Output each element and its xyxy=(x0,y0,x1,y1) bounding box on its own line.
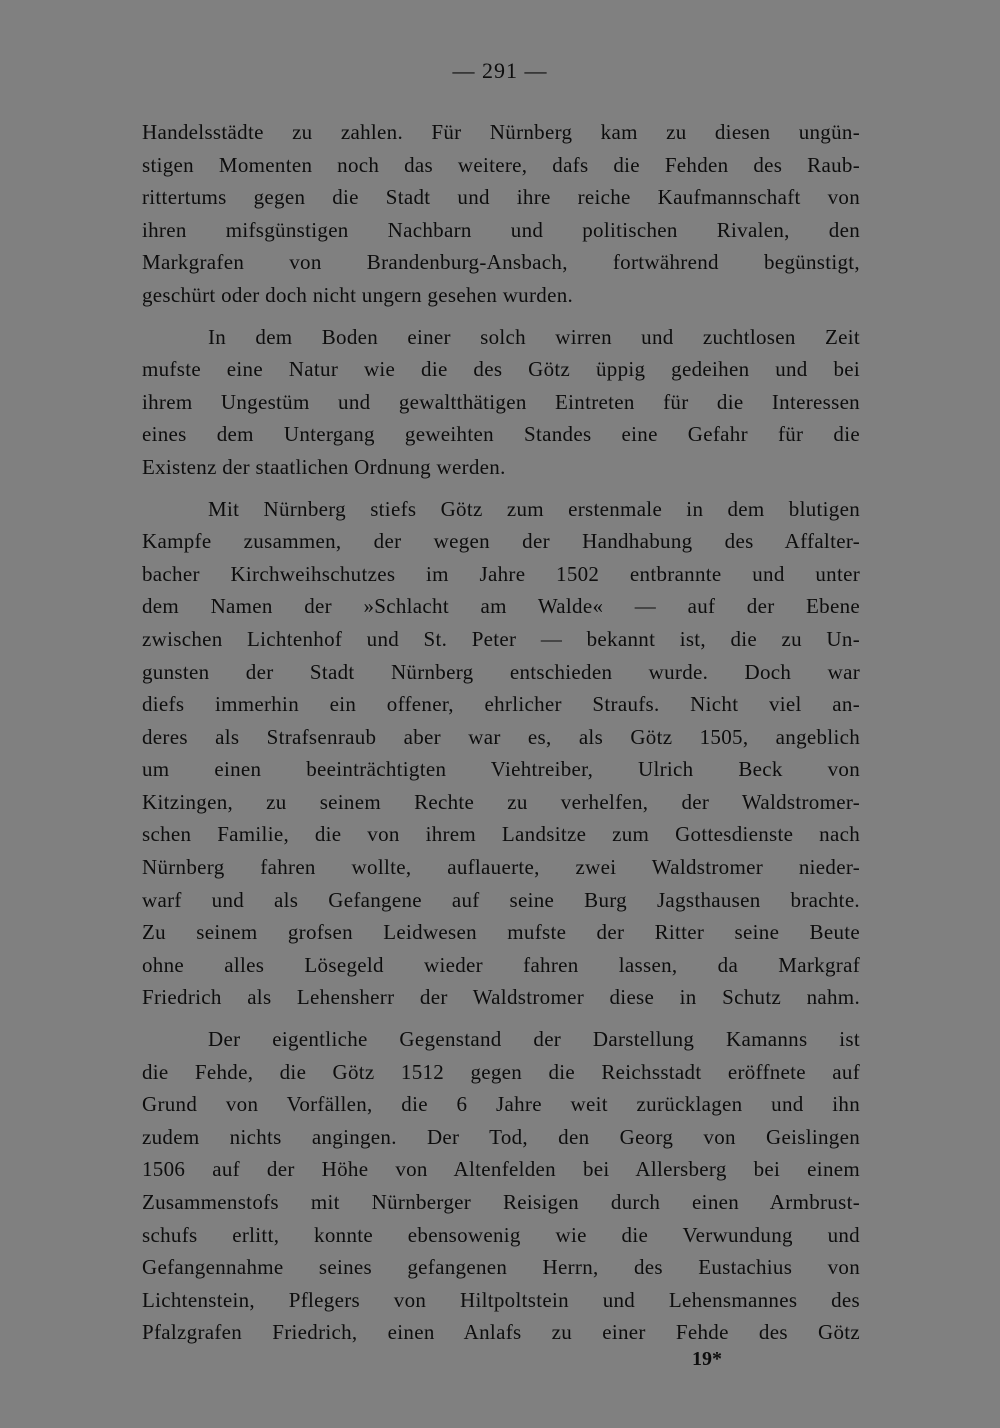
text-line: eines dem Untergang geweihten Standes eine Gefahr für die xyxy=(142,422,860,447)
text-line: Nürnberg fahren wollte, auflauerte, zwei Waldstromer nieder- xyxy=(142,855,860,880)
page-number: — 291 — xyxy=(452,58,548,83)
text-line: geschürt oder doch nicht ungern gesehen wurden. xyxy=(142,282,574,307)
text-line: ihrem Ungestüm und gewaltthätigen Eintreten für die Interessen xyxy=(142,389,860,414)
paragraph xyxy=(142,321,860,484)
text-line: bacher Kirchweihschutzes im Jahre 1502 entbrannte und unter xyxy=(142,561,860,586)
text-line: diefs immerhin ein offener, ehrlicher Straufs. Nicht viel an- xyxy=(142,692,860,717)
text-line: Kampfe zusammen, der wegen der Handhabung des Affalter- xyxy=(142,529,860,554)
text-line: In dem Boden einer solch wirren und zuchtlosen Zeit xyxy=(208,324,860,349)
paragraph-spacer xyxy=(142,1014,860,1023)
text-line: Mit Nürnberg stiefs Götz zum erstenmale in dem blutigen xyxy=(208,496,860,521)
text-line: Gefangennahme seines gefangenen Herrn, des Eustachius von xyxy=(142,1255,860,1280)
text-line: rittertums gegen die Stadt und ihre reiche Kaufmannschaft von xyxy=(142,185,860,210)
text-line: Handelsstädte zu zahlen. Für Nürnberg kam zu diesen ungün- xyxy=(142,120,860,144)
text-line: Zusammenstofs mit Nürnberger Reisigen durch einen Armbrust- xyxy=(142,1190,860,1214)
text-line: deres als Strafsenraub aber war es, als Götz 1505, angeblich xyxy=(142,724,860,749)
paragraph xyxy=(142,493,860,1015)
text-line: stigen Momenten noch das weitere, dafs die Fehden des Raub- xyxy=(142,152,860,177)
signature-mark: 19* xyxy=(692,1348,722,1370)
text-line: zwischen Lichtenhof und St. Peter — bekannt ist, die zu Un- xyxy=(142,626,860,651)
paragraph-spacer xyxy=(142,484,860,493)
text-line: Pfalzgrafen Friedrich, einen Anlafs zu einer Fehde des Götz xyxy=(142,1320,860,1345)
body-text xyxy=(142,116,860,1349)
paragraph-spacer xyxy=(142,312,860,321)
text-line: schen Familie, die von ihrem Landsitze zum Gottesdienste nach xyxy=(142,822,860,847)
text-line: um einen beeinträchtigten Viehtreiber, Ulrich Beck von xyxy=(142,757,860,782)
text-line: warf und als Gefangene auf seine Burg Jagsthausen brachte. xyxy=(142,887,860,912)
text-line: Der eigentliche Gegenstand der Darstellung Kamanns ist xyxy=(208,1027,860,1052)
text-line: die Fehde, die Götz 1512 gegen die Reichsstadt eröffnete auf xyxy=(142,1059,860,1084)
text-line: Existenz der staatlichen Ordnung werden. xyxy=(142,454,506,479)
text-line: mufste eine Natur wie die des Götz üppig gedeihen und bei xyxy=(142,357,860,382)
text-line: Friedrich als Lehensherr der Waldstromer diese in Schutz nahm. xyxy=(142,985,860,1010)
text-line: dem Namen der »Schlacht am Walde« — auf der Ebene xyxy=(142,594,860,619)
text-line: ohne alles Lösegeld wieder fahren lassen, da Markgraf xyxy=(142,952,860,977)
text-line: zudem nichts angingen. Der Tod, den Georg von Geislingen xyxy=(142,1124,860,1149)
text-line: ihren mifsgünstigen Nachbarn und politischen Rivalen, den xyxy=(142,217,860,242)
text-line: gunsten der Stadt Nürnberg entschieden wurde. Doch war xyxy=(142,659,860,684)
paragraph xyxy=(142,1023,860,1349)
text-line: 1506 auf der Höhe von Altenfelden bei Allersberg bei einem xyxy=(142,1157,860,1182)
text-line: Grund von Vorfällen, die 6 Jahre weit zurücklagen und ihn xyxy=(142,1092,860,1117)
text-line: schufs erlitt, konnte ebensowenig wie die Verwundung und xyxy=(142,1222,860,1247)
text-line: Zu seinem grofsen Leidwesen mufste der Ritter seine Beute xyxy=(142,920,860,945)
paragraph xyxy=(142,116,860,312)
text-line: Kitzingen, zu seinem Rechte zu verhelfen, der Waldstromer- xyxy=(142,789,860,814)
text-line: Lichtenstein, Pflegers von Hiltpoltstein und Lehensmannes des xyxy=(142,1287,860,1312)
text-line: Markgrafen von Brandenburg-Ansbach, fortwährend begünstigt, xyxy=(142,250,860,275)
